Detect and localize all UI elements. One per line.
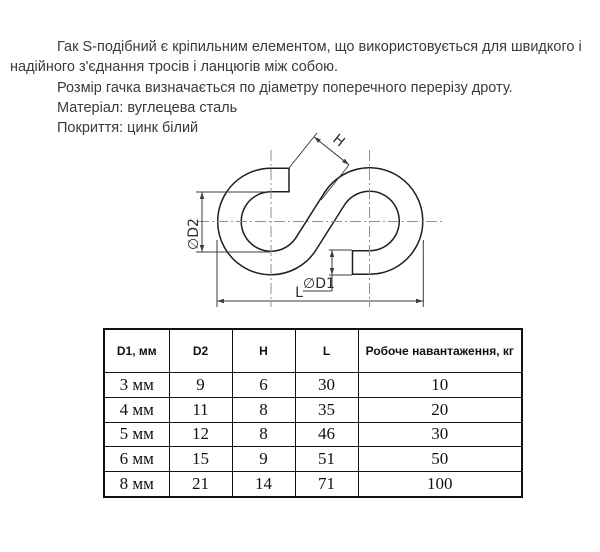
table-row xyxy=(104,397,522,422)
cell-l: 35 xyxy=(295,397,358,422)
table-row xyxy=(104,373,522,398)
table-row xyxy=(104,422,522,447)
s-hook-diagram xyxy=(160,125,460,318)
cell-l: 51 xyxy=(295,447,358,472)
cell-d1: 6 мм xyxy=(104,447,169,472)
product-description xyxy=(0,37,592,138)
cell-d1: 8 мм xyxy=(104,472,169,497)
cell-h: 8 xyxy=(232,397,295,422)
cell-load: 50 xyxy=(358,447,522,472)
coating-line: Покриття: цинк білий xyxy=(57,120,199,137)
header-d2: D2 xyxy=(169,329,232,373)
cell-l: 46 xyxy=(295,422,358,447)
cell-load: 30 xyxy=(358,422,522,447)
cell-load: 10 xyxy=(358,373,522,398)
header-d1: D1, мм xyxy=(104,329,169,373)
cell-d1: 5 мм xyxy=(104,422,169,447)
cell-d2: 12 xyxy=(169,422,232,447)
cell-l: 71 xyxy=(295,472,358,497)
description-line: Гак S-подібний є кріпильним елементом, що використовується для швидкого і xyxy=(57,39,582,55)
d2-label: ∅D2 xyxy=(186,218,202,250)
cell-d1: 4 мм xyxy=(104,397,169,422)
h-label: H xyxy=(329,131,348,151)
spec-table xyxy=(103,328,523,498)
cell-h: 6 xyxy=(232,373,295,398)
d1-label: ∅D1 xyxy=(303,276,335,292)
cell-load: 20 xyxy=(358,397,522,422)
cell-h: 14 xyxy=(232,472,295,497)
cell-h: 8 xyxy=(232,422,295,447)
cell-d2: 9 xyxy=(169,373,232,398)
cell-d1: 3 мм xyxy=(104,373,169,398)
description-line: Розмір гачка визначається по діаметру поперечного перерізу дроту. xyxy=(57,79,513,96)
description-line: надійного з'єднання тросів і ланцюгів між собою. xyxy=(10,59,339,76)
material-line: Матеріал: вуглецева сталь xyxy=(57,99,238,116)
cell-load: 100 xyxy=(358,472,522,497)
header-l: L xyxy=(295,329,358,373)
l-label: L xyxy=(295,285,303,301)
table-header-row xyxy=(104,329,522,373)
cell-l: 30 xyxy=(295,373,358,398)
cell-d2: 11 xyxy=(169,397,232,422)
cell-h: 9 xyxy=(232,447,295,472)
header-h: H xyxy=(232,329,295,373)
header-load: Робоче навантаження, кг xyxy=(358,329,522,373)
cell-d2: 15 xyxy=(169,447,232,472)
table-row xyxy=(104,472,522,497)
cell-d2: 21 xyxy=(169,472,232,497)
table-row xyxy=(104,447,522,472)
